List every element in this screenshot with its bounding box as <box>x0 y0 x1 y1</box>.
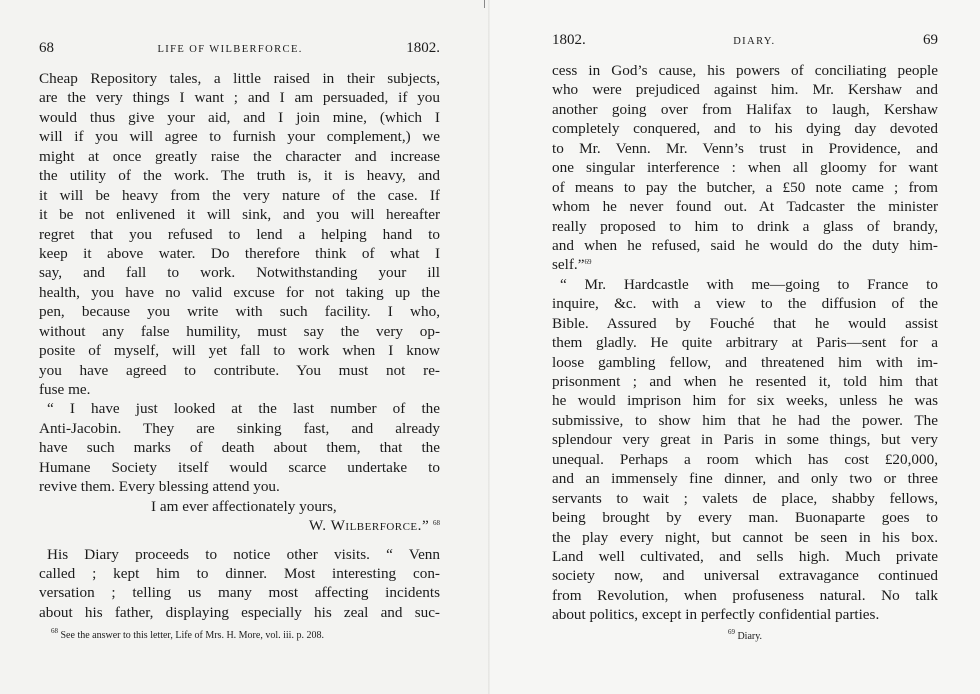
left-paragraph-1 <box>39 69 440 399</box>
left-running-head: LIFE OF WILBERFORCE. <box>157 44 303 55</box>
text-fragment: self.” <box>552 256 585 274</box>
text-line: Bible. Assured by Fouché that he would assist <box>552 314 938 332</box>
right-page-year: 1802. <box>552 32 586 48</box>
letter-closing: I am ever affectionately yours, <box>151 497 337 515</box>
left-page-header <box>39 40 440 57</box>
text-line: really proposed to him to drink a glass of brandy, <box>552 217 938 235</box>
text-line: Anti-Jacobin. They are sinking fast, and already <box>39 419 440 437</box>
left-page-year: 1802. <box>406 40 440 56</box>
text-line: Humane Society itself would scarce undertake to <box>39 458 440 476</box>
text-line: unequal. Perhaps a room which has cost £20,000, <box>552 450 938 468</box>
text-line: fuse me. <box>39 381 91 398</box>
left-paragraph-2 <box>39 399 440 496</box>
letter-signature: W. Wilberforce.” <box>308 517 430 535</box>
text-line: loose gambling fellow, and threatened him with im- <box>552 353 938 371</box>
text-line: are the very things I want ; and I am persuaded, if you <box>39 89 440 107</box>
text-line: completely conquered, and to his dying day devoted <box>552 120 938 138</box>
text-line: posite of myself, will yet fall to work when I know <box>39 342 440 360</box>
text-line: another going over from Halifax to laugh, Kershaw <box>552 100 938 118</box>
text-line: splendour very great in Paris in some things, but very <box>552 431 938 449</box>
left-paragraph-3 <box>39 545 440 623</box>
text-line: might at once greatly raise the character and increase <box>39 147 440 165</box>
right-paragraph-2 <box>552 275 938 625</box>
text-line: will if you will agree to furnish your complement,) we <box>39 128 440 146</box>
text-line: servants to wait ; valets de place, shabby fellows, <box>552 489 938 507</box>
text-line: called ; kept him to dinner. Most interesting con- <box>39 564 440 582</box>
footnote-text: See the answer to this letter, Life of Mrs. H. More, vol. iii. p. 208. <box>60 630 324 642</box>
text-line: cess in God’s cause, his powers of conciliating people <box>552 62 938 79</box>
text-line: the utility of the work. The truth is, it is heavy, and <box>39 167 440 185</box>
text-line: prisonment ; and when he resented it, told him that <box>552 373 938 390</box>
right-paragraph-1 <box>552 61 938 275</box>
text-line: keep it above water. Do therefore think of what I <box>39 244 440 262</box>
text-line: regret that you refused to lend a helping hand to <box>39 225 440 243</box>
text-line: have such marks of death about them, that the <box>39 439 440 457</box>
footnote-text: Diary. <box>737 630 763 642</box>
text-line: and an immensely fine dinner, and only two or three <box>552 470 938 488</box>
text-line: His Diary proceeds to notice other visits. “ Venn <box>47 545 440 563</box>
text-line: about his father, displaying especially his zeal and suc- <box>39 603 440 621</box>
footnote-mark: 68 <box>51 627 58 636</box>
right-running-head: DIARY. <box>733 36 776 47</box>
text-line: revive them. Every blessing attend you. <box>39 478 280 496</box>
text-line: them gladly. He quite arbitrary at Paris—sent for a <box>552 334 938 352</box>
left-page-number: 68 <box>39 40 54 56</box>
right-footnote <box>552 627 938 642</box>
text-line: whom he never found out. At Tadcaster the minister <box>552 198 938 216</box>
text-line: versation ; telling us many most affecting incidents <box>39 584 440 602</box>
right-page-header <box>552 32 938 49</box>
text-line: inquire, &c. with a view to the diffusion of the <box>552 295 938 313</box>
footnote-reference: 68 <box>433 519 440 528</box>
text-line: Cheap Repository tales, a little raised in their subjects, <box>39 70 440 87</box>
text-line: society now, and universal extravagance continued <box>552 567 938 585</box>
text-line: who were prejudiced against him. Mr. Kershaw and <box>552 81 938 99</box>
text-line: pen, because you write with such facility. I who, <box>39 303 440 321</box>
text-line: one singular interference : when all gloomy for want <box>552 159 938 177</box>
text-line: and when he refused, said he would do the duty him- <box>552 236 938 254</box>
text-line: about politics, except in perfectly confidential parties. <box>552 606 880 624</box>
text-line: it be not enlivened it will sink, and you will hereafter <box>39 206 440 224</box>
text-line: would thus give your aid, and I join mine, (which I <box>39 108 440 126</box>
text-line: Land well cultivated, and sells high. Much private <box>552 547 938 565</box>
right-page <box>490 0 980 694</box>
text-line: to Mr. Venn. Mr. Venn’s trust in Providence, and <box>552 139 938 157</box>
text-line: the play every night, but cannot be seen in his box. <box>552 528 938 546</box>
text-line: he would imprison him for six weeks, unless he was <box>552 392 938 410</box>
page-mark <box>484 0 485 8</box>
right-page-number: 69 <box>923 32 938 48</box>
text-line <box>552 255 938 274</box>
text-line: health, you have no valid excuse for not taking up the <box>39 283 440 301</box>
text-line: without any false humility, must say the very op- <box>39 322 440 340</box>
text-line: you have agreed to contribute. You must not re- <box>39 361 440 379</box>
footnote-mark: 69 <box>727 627 735 636</box>
text-line: “ I have just looked at the last number of the <box>47 400 440 418</box>
footnote-reference: 69 <box>584 258 592 267</box>
text-line: “ Mr. Hardcastle with me—going to France to <box>560 275 938 293</box>
text-line: from Revolution, when profuseness natural. No talk <box>552 586 938 604</box>
text-line: of means to pay the butcher, a £50 note came ; from <box>552 178 938 196</box>
letter-signature-line <box>39 516 440 535</box>
text-line: being brought by every man. Buonaparte goes to <box>552 509 938 527</box>
text-line: submissive, to show him that he had the power. The <box>552 411 938 429</box>
left-footnote <box>39 627 440 642</box>
text-line: it will be heavy from the very nature of the case. If <box>39 186 440 204</box>
text-line: say, and fall to work. Notwithstanding your ill <box>39 264 440 282</box>
